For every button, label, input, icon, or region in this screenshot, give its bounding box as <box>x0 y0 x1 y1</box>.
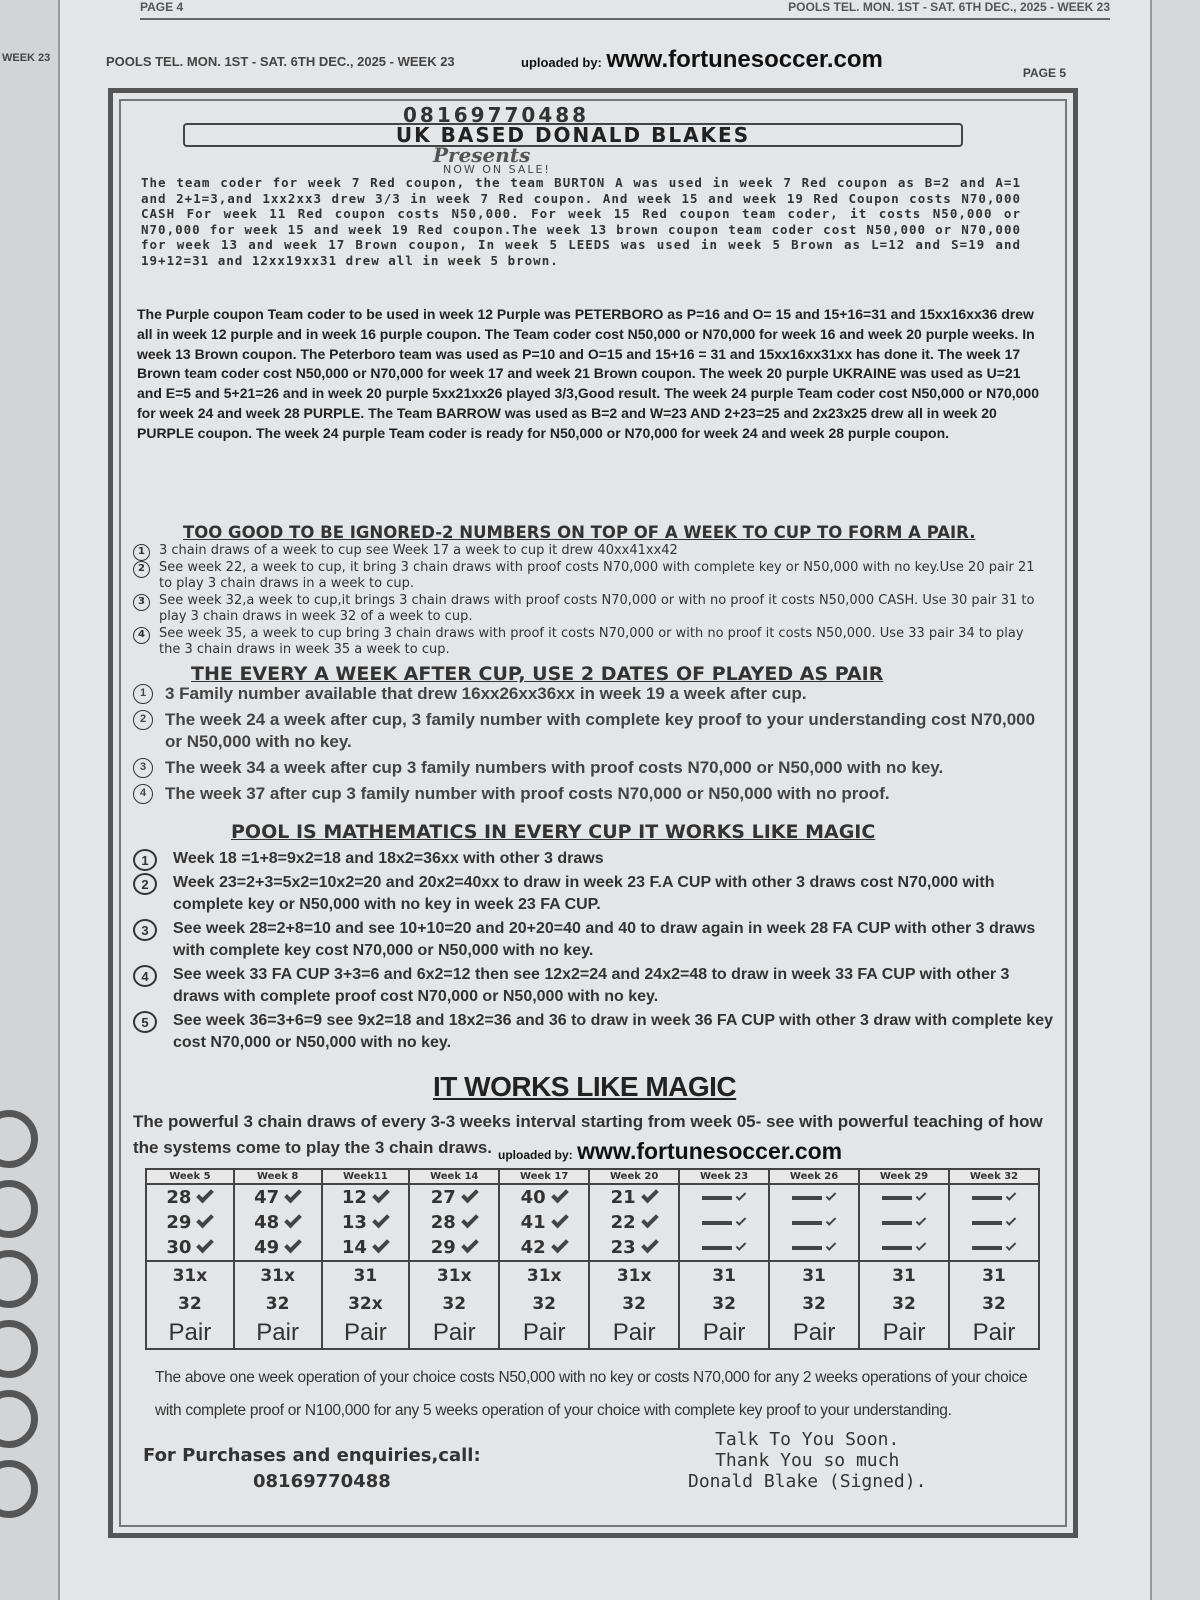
dash-icon <box>882 1196 912 1200</box>
draw-number: 14 <box>323 1235 409 1260</box>
pair-cell <box>322 1261 410 1349</box>
advert-frame <box>108 88 1078 1538</box>
draws-cell <box>769 1184 859 1261</box>
pair-number: 31 <box>802 1266 826 1286</box>
draw-number: 22 <box>590 1210 678 1235</box>
draws-cell <box>679 1184 769 1261</box>
pair-cell <box>234 1261 322 1349</box>
pair-number: 32 <box>265 1294 290 1314</box>
pair-number: 32 <box>982 1294 1006 1314</box>
list-item: 2 See week 22, a week to cup, it bring 3 chain draws with proof costs N70,000 with complete key or N50,000 with no key.Use 20 pair 21 to play 3 chain draws in a week to cup. <box>133 560 1043 593</box>
week-header: Week 26 <box>769 1169 859 1184</box>
blank-draw <box>680 1235 768 1260</box>
check-icon <box>736 1240 747 1251</box>
binding-ring <box>0 1180 38 1238</box>
pair-number: 31 <box>982 1266 1006 1286</box>
check-icon <box>284 1186 302 1204</box>
page-number: PAGE 5 <box>1022 66 1066 80</box>
blank-draw <box>770 1235 858 1260</box>
pair-label: Pair <box>168 1319 212 1346</box>
intro-paragraph: The team coder for week 7 Red coupon, the team BURTON A was used in week 7 Red coupon as B=2 and A=1 and 2+1=3,and 1xx2xx3 drew 3/3 in week 7 Red coupon. And week 15 and week 19 Red Coupon costs N70,000 CASH For week 11 Red coupon costs N50,000. For week 15 Red coupon team coder, it costs N50,000 or N70,000 for week 15 and week 19 Red coupon.The week 13 brown coupon team coder cost N50,000 or N70,000 for week 13 and week 17 Brown coupon, In week 5 LEEDS was used in week 5 Brown as L=12 and S=19 and 19+12=31 and 12xx19xx31 drew all in week 5 brown. <box>141 175 1021 268</box>
draw-number: 13 <box>323 1210 409 1235</box>
list-item: 2 The week 24 a week after cup, 3 family number with complete key proof to your understanding cost N70,000 or N50,000 with no key. <box>133 709 1053 753</box>
week-header: Week 20 <box>589 1169 679 1184</box>
uploaded-by-label-2: uploaded by: <box>498 1148 573 1162</box>
pair-number: 31x <box>260 1266 295 1286</box>
check-icon <box>284 1211 302 1229</box>
check-icon <box>916 1215 927 1226</box>
draw-number: 40 <box>500 1185 588 1210</box>
pair-number: 32 <box>622 1294 646 1314</box>
pair-number: 32 <box>802 1294 826 1314</box>
advert-title: UK BASED DONALD BLAKES <box>183 123 963 147</box>
pair-cell <box>859 1261 949 1349</box>
check-icon <box>197 1236 215 1254</box>
draws-cell <box>949 1184 1039 1261</box>
dash-icon <box>792 1196 822 1200</box>
pair-number: 31 <box>712 1266 736 1286</box>
dash-icon <box>702 1221 732 1225</box>
blank-draw <box>860 1185 948 1210</box>
left-strip-week: WEEK 23 <box>2 52 51 64</box>
week-header: Week 8 <box>234 1169 322 1184</box>
pair-label: Pair <box>972 1319 1016 1346</box>
draw-number: 27 <box>410 1185 498 1210</box>
check-icon <box>461 1236 479 1254</box>
pair-number: 31x <box>526 1266 562 1286</box>
week-header: Week 5 <box>146 1169 234 1184</box>
pair-cell <box>679 1261 769 1349</box>
pair-number: 31x <box>616 1266 652 1286</box>
week-header: Week 23 <box>679 1169 769 1184</box>
list-item: 4 The week 37 after cup 3 family number with proof costs N70,000 or N50,000 with no proof. <box>133 783 1053 805</box>
draw-number: 48 <box>235 1210 321 1235</box>
pair-label: Pair <box>792 1319 836 1346</box>
uploaded-by-label: uploaded by: <box>521 55 602 70</box>
check-icon <box>1006 1240 1017 1251</box>
signoff-line: Donald Blake (Signed). <box>688 1471 927 1492</box>
draws-cell <box>589 1184 679 1261</box>
purchases-label: For Purchases and enquiries,call: <box>143 1445 481 1466</box>
pair-label: Pair <box>432 1319 476 1346</box>
check-icon <box>1006 1215 1017 1226</box>
pair-number: 31 <box>353 1266 378 1286</box>
uploaded-by-2 <box>498 1138 842 1165</box>
list-item: 4 See week 33 FA CUP 3+3=6 and 6x2=12 then see 12x2=24 and 24x2=48 to draw in week 33 FA CUP with other 3 draws with complete proof cost N70,000 or N50,000 with no key. <box>133 964 1053 1008</box>
week-header: Week11 <box>322 1169 410 1184</box>
draw-number: 49 <box>235 1235 321 1260</box>
pair-label: Pair <box>612 1319 656 1346</box>
site-link-2[interactable]: www.fortunesoccer.com <box>577 1138 843 1164</box>
purple-coupon-paragraph: The Purple coupon Team coder to be used in week 12 Purple was PETERBORO as P=16 and O= 15 and 15+16=31 and 15xx16xx36 drew all in week 12 purple and in week 16 purple coupon. The Team coder cost N50,000 or N70,000 for week 16 and week 20 purple weeks. In week 13 Brown coupon. The Peterboro team was used as P=10 and O=15 and 15+16 = 31 and 15xx16xx31xx has done it. The week 17 Brown team coder cost N50,000 or N70,000 for week 17 and week 21 Brown coupon. The week 20 purple UKRAINE was used as U=21 and E=5 and 5+21=26 and in week 20 purple 5xx21xx26 played 3/3,Good result. The week 24 purple Team coder cost N50,000 or N70,000 for week 24 and week 28 PURPLE. The Team BARROW was used as B=2 and W=23 AND 2+23=25 and 2x23x25 drew all in week 20 PURPLE coupon. The week 24 purple Team coder is ready for N50,000 or N70,000 for week 24 and week 28 purple coupon. <box>137 306 1039 441</box>
check-icon <box>197 1211 215 1229</box>
dash-icon <box>882 1221 912 1225</box>
check-icon <box>736 1215 747 1226</box>
pair-label: Pair <box>256 1319 299 1346</box>
binding-ring <box>0 1460 38 1518</box>
pair-number: 32 <box>532 1294 557 1314</box>
dash-icon <box>702 1246 732 1250</box>
dash-icon <box>882 1246 912 1250</box>
draw-number: 12 <box>323 1185 409 1210</box>
list-item: 4 See week 35, a week to cup bring 3 chain draws with proof it costs N70,000 or with no proof it costs N50,000. Use 33 pair 34 to play the 3 chain draws in week 35 a week to cup. <box>133 626 1043 659</box>
draws-cell <box>859 1184 949 1261</box>
now-on-sale: NOW ON SALE! <box>443 163 551 176</box>
phone-top: 08169770488 <box>403 103 590 127</box>
check-icon <box>641 1211 659 1229</box>
presents-label: Presents <box>433 143 531 167</box>
prev-page-header-text: POOLS TEL. MON. 1ST - SAT. 6TH DEC., 2025 - WEEK 23 <box>788 0 1110 14</box>
blank-draw <box>770 1210 858 1235</box>
list-item: 3 The week 34 a week after cup 3 family numbers with proof costs N70,000 or N50,000 with no key. <box>133 757 1053 779</box>
draws-cell <box>409 1184 499 1261</box>
check-icon <box>372 1236 390 1254</box>
week-header: Week 14 <box>409 1169 499 1184</box>
chain-draws-table <box>145 1168 1040 1350</box>
blank-draw <box>770 1185 858 1210</box>
pair-number: 32 <box>892 1294 916 1314</box>
pair-cell <box>589 1261 679 1349</box>
draw-number: 42 <box>500 1235 588 1260</box>
check-icon <box>551 1211 569 1229</box>
pair-cell <box>949 1261 1039 1349</box>
previous-page-header <box>140 0 1110 20</box>
list-item: 5 See week 36=3+6=9 see 9x2=18 and 18x2=36 and 36 to draw in week 36 FA CUP with other 3 draw with complete key cost N70,000 or N50,000 with no key. <box>133 1010 1053 1054</box>
binding-ring <box>0 1250 38 1308</box>
dash-icon <box>972 1221 1002 1225</box>
list-item: 3 See week 32,a week to cup,it brings 3 chain draws with proof costs N70,000 or with no proof it costs N50,000 CASH. Use 30 pair 31 to play 3 chain draws in week 32 of a week to cup. <box>133 593 1043 626</box>
signoff-line: Talk To You Soon. <box>715 1429 900 1450</box>
draws-cell <box>146 1184 234 1261</box>
pair-label: Pair <box>702 1319 746 1346</box>
dash-icon <box>792 1246 822 1250</box>
list-item: 3 See week 28=2+8=10 and see 10+10=20 and 20+20=40 and 40 to draw again in week 28 FA CUP with other 3 draws with complete key cost N70,000 or N50,000 with no key. <box>133 918 1053 962</box>
binding-ring <box>0 1110 38 1168</box>
magic-title: IT WORKS LIKE MAGIC <box>433 1071 737 1102</box>
adjacent-page-strip-right <box>1150 0 1200 1600</box>
draw-number: 29 <box>410 1235 498 1260</box>
draw-number: 28 <box>410 1210 498 1235</box>
pair-label: Pair <box>522 1319 566 1346</box>
check-icon <box>916 1240 927 1251</box>
check-icon <box>461 1186 479 1204</box>
blank-draw <box>680 1210 768 1235</box>
list-item: 1 3 Family number available that drew 16xx26xx36xx in week 19 a week after cup. <box>133 683 1053 705</box>
pair-cell <box>499 1261 589 1349</box>
check-icon <box>461 1211 479 1229</box>
list-item: 2 Week 23=2+3=5x2=10x2=20 and 20x2=40xx to draw in week 23 F.A CUP with other 3 draws cost N70,000 with complete key or N50,000 with no key in week 23 FA CUP. <box>133 872 1053 916</box>
dash-icon <box>792 1221 822 1225</box>
blank-draw <box>950 1210 1038 1235</box>
pair-number: 31 <box>892 1266 916 1286</box>
pair-cell <box>146 1261 234 1349</box>
draw-number: 28 <box>147 1185 233 1210</box>
blank-draw <box>950 1235 1038 1260</box>
draw-number: 41 <box>500 1210 588 1235</box>
page-header <box>106 46 1066 80</box>
week-header: Week 29 <box>859 1169 949 1184</box>
dash-icon <box>972 1246 1002 1250</box>
check-icon <box>916 1190 927 1201</box>
check-icon <box>372 1211 390 1229</box>
binding-ring <box>0 1390 38 1448</box>
draws-cell <box>322 1184 410 1261</box>
check-icon <box>551 1186 569 1204</box>
section2-list <box>133 683 1053 809</box>
draw-number: 29 <box>147 1210 233 1235</box>
powerful-paragraph: The powerful 3 chain draws of every 3-3 weeks interval starting from week 05- see with powerful teaching of how the systems come to play the 3 chain draws. <box>133 1112 1043 1157</box>
pair-label: Pair <box>344 1319 387 1346</box>
draw-number: 23 <box>590 1235 678 1260</box>
blank-draw <box>860 1210 948 1235</box>
blank-draw <box>860 1235 948 1260</box>
check-icon <box>1006 1190 1017 1201</box>
draws-cell <box>499 1184 589 1261</box>
pair-number: 31x <box>172 1266 208 1286</box>
check-icon <box>826 1240 837 1251</box>
pair-label: Pair <box>882 1319 926 1346</box>
draw-number: 30 <box>147 1235 233 1260</box>
draws-cell <box>234 1184 322 1261</box>
pair-number: 32 <box>178 1294 202 1314</box>
section2-heading: THE EVERY A WEEK AFTER CUP, USE 2 DATES OF PLAYED AS PAIR <box>191 663 884 685</box>
list-item: 1 3 chain draws of a week to cup see Week 17 a week to cup it drew 40xx41xx42 <box>133 543 1043 560</box>
section1-heading: TOO GOOD TO BE IGNORED-2 NUMBERS ON TOP OF A WEEK TO CUP TO FORM A PAIR. <box>183 523 976 542</box>
purchases-phone[interactable]: 08169770488 <box>253 1471 391 1492</box>
section3-list <box>133 848 1053 1056</box>
signoff-line: Thank You so much <box>715 1450 900 1471</box>
pair-number: 32x <box>348 1294 383 1314</box>
pair-number: 31x <box>436 1266 472 1286</box>
check-icon <box>736 1190 747 1201</box>
pair-cell <box>769 1261 859 1349</box>
signoff <box>688 1429 926 1492</box>
week-header: Week 17 <box>499 1169 589 1184</box>
section3-heading: POOL IS MATHEMATICS IN EVERY CUP IT WORKS LIKE MAGIC <box>231 821 876 843</box>
binding-ring <box>0 1320 38 1378</box>
blank-draw <box>950 1185 1038 1210</box>
check-icon <box>826 1190 837 1201</box>
check-icon <box>641 1236 659 1254</box>
pair-cell <box>409 1261 499 1349</box>
draw-number: 21 <box>590 1185 678 1210</box>
pair-number: 32 <box>712 1294 736 1314</box>
check-icon <box>641 1186 659 1204</box>
pools-date-line: POOLS TEL. MON. 1ST - SAT. 6TH DEC., 2025 - WEEK 23 <box>106 54 455 69</box>
section1-list <box>133 543 1043 659</box>
check-icon <box>197 1186 215 1204</box>
blank-draw <box>680 1185 768 1210</box>
draw-number: 47 <box>235 1185 321 1210</box>
check-icon <box>551 1236 569 1254</box>
list-item: 1 Week 18 =1+8=9x2=18 and 18x2=36xx with other 3 draws <box>133 848 1053 870</box>
pricing-note: The above one week operation of your choice costs N50,000 with no key or costs N70,000 for any 2 weeks operations of your choice with complete proof or N100,000 for any 5 weeks operation of your choice with complete key proof to your understanding. <box>155 1369 1028 1419</box>
adjacent-page-strip-left <box>0 0 60 1600</box>
check-icon <box>826 1215 837 1226</box>
dash-icon <box>972 1196 1002 1200</box>
prev-page-label: PAGE 4 <box>140 0 184 14</box>
check-icon <box>372 1186 390 1204</box>
pair-number: 32 <box>442 1294 467 1314</box>
purchases-block <box>143 1443 481 1495</box>
uploaded-by <box>521 46 883 74</box>
dash-icon <box>702 1196 732 1200</box>
week-header: Week 32 <box>949 1169 1039 1184</box>
site-link[interactable]: www.fortunesoccer.com <box>606 46 883 73</box>
check-icon <box>284 1236 302 1254</box>
